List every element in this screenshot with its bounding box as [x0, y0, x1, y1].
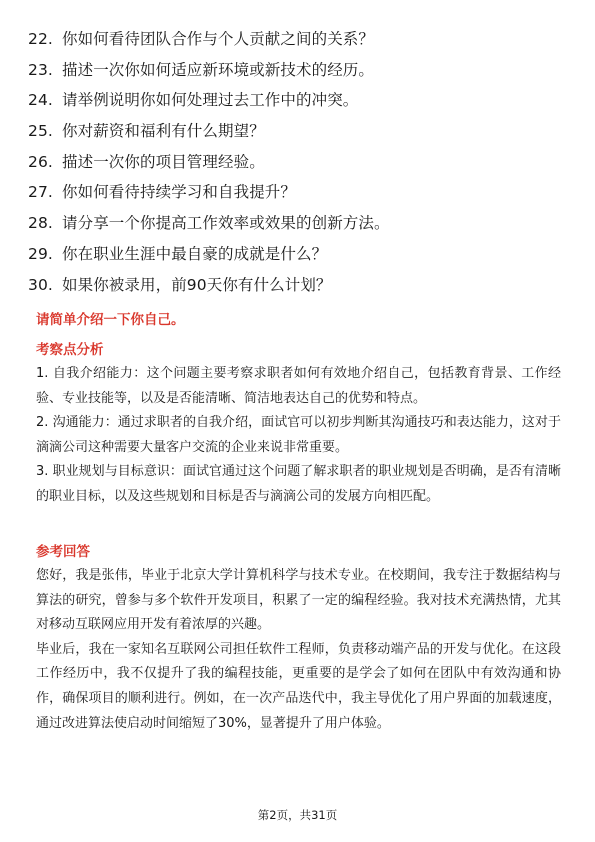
question-text: 请举例说明你如何处理过去工作中的冲突。 [62, 91, 359, 110]
featured-question-section [36, 310, 561, 330]
list-item [28, 116, 568, 147]
page-number-footer: 第2页，共31页 [257, 808, 338, 822]
list-item [28, 147, 568, 178]
answer-paragraph: 毕业后，我在一家知名互联网公司担任软件工程师，负责移动端产品的开发与优化。在这段工作经历中，我不仅提升了我的编程技能，更重要的是学会了如何在团队中有效沟通和协作，确保项目的顺利进行。例如，在一次产品迭代中，我主导优化了用户界面的加载速度，通过改进算法使启动时间缩短了30%，显著提升了用户体验。 [36, 641, 561, 731]
question-number: 24. [28, 91, 53, 110]
question-text: 你如何看待持续学习和自我提升？ [62, 183, 297, 202]
question-text: 如果你被录用，前90天你有什么计划？ [62, 275, 332, 294]
question-text: 描述一次你如何适应新环境或新技术的经历。 [62, 60, 375, 79]
question-number: 23. [28, 60, 53, 79]
question-number: 26. [28, 152, 53, 171]
list-item [28, 239, 568, 270]
question-number: 28. [28, 214, 53, 233]
question-text: 你对薪资和福利有什么期望？ [62, 122, 265, 141]
list-item [28, 24, 568, 55]
featured-question-title: 请简单介绍一下你自己。 [36, 312, 185, 328]
analysis-point: 3. 职业规划与目标意识：面试官通过这个问题了解求职者的职业规划是否明确，是否有清晰的职业目标，以及这些规划和目标是否与滴滴公司的发展方向相匹配。 [36, 464, 561, 504]
question-number: 25. [28, 122, 53, 141]
question-text: 你在职业生涯中最自豪的成就是什么？ [62, 244, 328, 263]
question-number: 27. [28, 183, 53, 202]
answer-paragraph: 您好，我是张伟，毕业于北京大学计算机科学与技术专业。在校期间，我专注于数据结构与算法的研究，曾参与多个软件开发项目，积累了一定的编程经验。我对技术充满热情，尤其对移动互联网应用开发有着浓厚的兴趣。 [36, 568, 561, 633]
list-item [28, 55, 568, 86]
question-number: 29. [28, 244, 53, 263]
answer-section [36, 542, 561, 736]
analysis-point: 2. 沟通能力：通过求职者的自我介绍，面试官可以初步判断其沟通技巧和表达能力，这对于滴滴公司这种需要大量客户交流的企业来说非常重要。 [36, 415, 561, 455]
question-number: 22. [28, 30, 53, 48]
question-text: 描述一次你的项目管理经验。 [62, 152, 265, 171]
analysis-section [36, 340, 561, 510]
list-item [28, 85, 568, 116]
question-text: 你如何看待团队合作与个人贡献之间的关系？ [62, 30, 375, 48]
list-item [28, 270, 568, 301]
list-item [28, 208, 568, 239]
analysis-point: 1. 自我介绍能力：这个问题主要考察求职者如何有效地介绍自己，包括教育背景、工作经验、专业技能等，以及是否能清晰、简洁地表达自己的优势和特点。 [36, 366, 561, 406]
analysis-heading: 考察点分析 [36, 342, 104, 358]
question-list [28, 24, 568, 300]
list-item [28, 177, 568, 208]
answer-heading: 参考回答 [36, 544, 90, 560]
question-number: 30. [28, 275, 53, 294]
question-text: 请分享一个你提高工作效率或效果的创新方法。 [62, 214, 390, 233]
